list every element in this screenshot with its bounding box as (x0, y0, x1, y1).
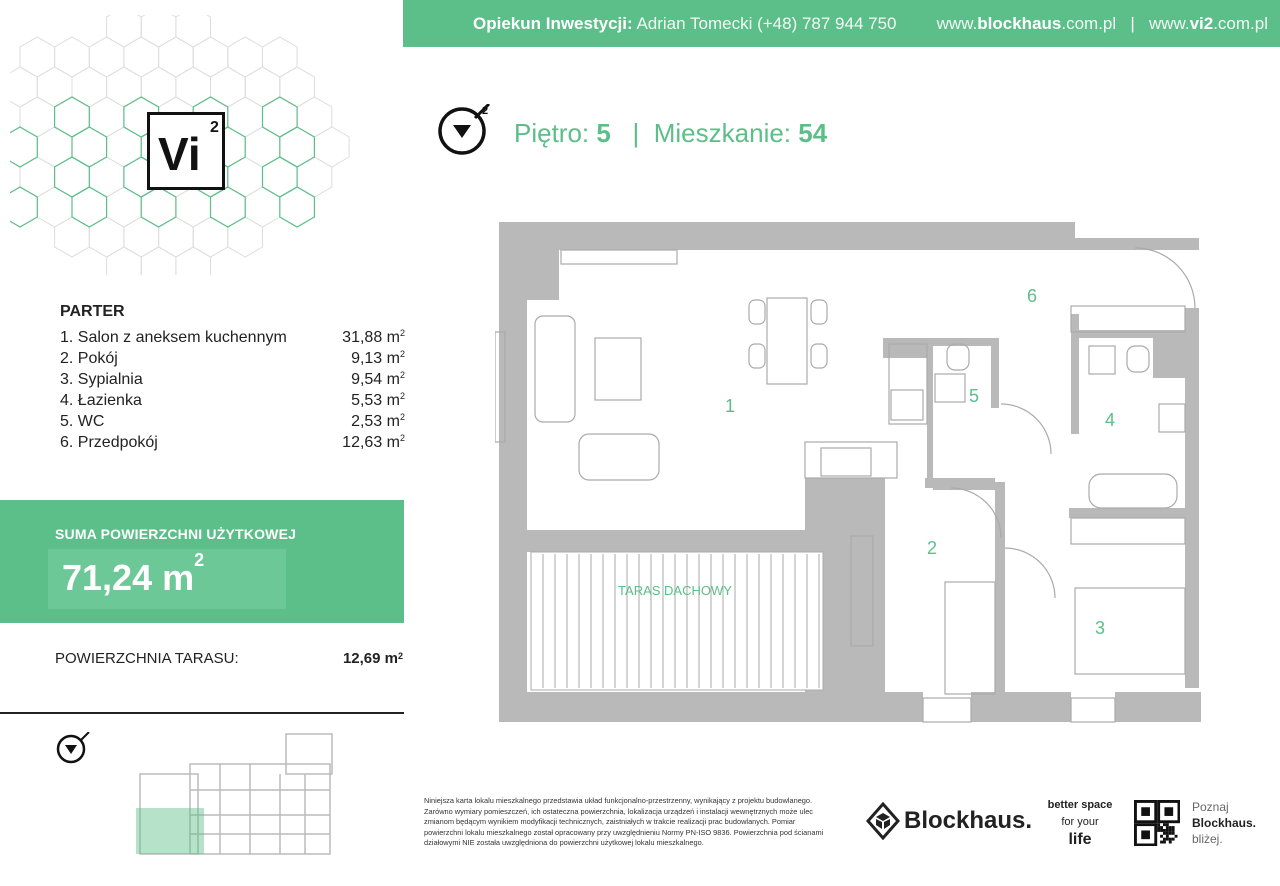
divider (0, 712, 404, 714)
room-list (60, 303, 405, 453)
building-key-plan (130, 730, 340, 860)
key-plan-highlight (136, 808, 204, 854)
floor-label: Piętro: (514, 118, 590, 148)
website-link-blockhaus[interactable]: www.blockhaus.com.pl (936, 13, 1117, 33)
apartment-value: 54 (798, 118, 828, 148)
floor-apartment-heading (514, 118, 827, 149)
website-links (937, 14, 1268, 34)
room-row: 3. Sypialnia 9,54 $m^2$ (60, 370, 405, 388)
brand-name: Blockhaus. (904, 807, 1033, 834)
terrace-value: 12,69 $m^2$ (342, 650, 403, 667)
url-separator: | (1130, 13, 1135, 33)
room-row: 2. Pokój 9,13 $m^2$ (60, 349, 405, 367)
qr-code-icon[interactable] (1134, 800, 1180, 846)
terrace-label: TARAS DACHOWY (618, 583, 732, 598)
room-row: 6. Przedpokój 12,63 $m^2$ (60, 433, 405, 451)
room-number-4: 4 (1105, 410, 1116, 430)
investment-contact (473, 14, 897, 34)
room-number-1: 1 (725, 396, 736, 416)
total-area-label: SUMA POWIERZCHNI UŻYTKOWEJ (55, 526, 297, 542)
north-compass-icon (437, 104, 497, 156)
logo-superscript: 2 (210, 119, 219, 136)
floor-value: 5 (596, 118, 611, 148)
logo-text: Vi (158, 128, 201, 180)
learn-more-cta: Poznaj Blockhaus. bliżej. (1192, 800, 1257, 846)
room-row: 4. Łazienka 5,53 $m^2$ (60, 391, 405, 409)
header-bar (403, 0, 1280, 47)
room-row: 1. Salon z aneksem kuchennym 31,88 $m^2$ (60, 328, 405, 346)
total-area-value: 71,24 $m^2$ (48, 549, 286, 609)
room-list-title: PARTER (60, 303, 125, 320)
terrace-area (55, 650, 403, 667)
vi2-logo (147, 112, 225, 190)
room-number-3: 3 (1095, 618, 1106, 638)
contact-label: Opiekun Inwestycji: (473, 13, 633, 33)
blockhaus-logo (866, 802, 1032, 840)
legal-disclaimer: Niniejsza karta lokalu mieszkalnego przedstawia układ funkcjonalno-przestrzenny, wynikający z projektu budowlanego. Zarówno wymiary pomieszczeń, ich ostateczna powierzchnia, lokalizacja urządzeń i instalacji wewnętrznych może ulec zmianom będącym wynikiem modyfikacji technicznych, zaistniałych w trakcie realizacji prac budowlanych. Pomiar powierzchni lokalu mieszkalnego został opracowany przy uwzględnieniu Normy PN-ISO 9836. Powierzchnia pod ścianami działowymi NIE została uwzględniona do powierzchni użytkowej lokalu mieszkalnego. (424, 796, 824, 847)
brand-slogan: better space for your life (1047, 799, 1113, 848)
contact-value: Adrian Tomecki (+48) 787 944 750 (636, 13, 897, 33)
heading-separator: | (632, 118, 640, 148)
terrace-label: POWIERZCHNIA TARASU: (55, 650, 239, 667)
room-number-5: 5 (969, 386, 980, 406)
apartment-floor-plan (495, 218, 1215, 730)
room-row: 5. WC 2,53 $m^2$ (60, 412, 405, 430)
apartment-label: Mieszkanie: (653, 118, 792, 148)
small-compass-icon (56, 732, 96, 766)
room-number-6: 6 (1027, 286, 1038, 306)
svg-text:2: 2 (482, 105, 489, 117)
terrace-deck (531, 552, 823, 690)
website-link-vi2[interactable]: www.vi2.com.pl (1148, 13, 1268, 33)
blockhaus-cube-icon (866, 802, 900, 840)
room-number-2: 2 (927, 538, 938, 558)
